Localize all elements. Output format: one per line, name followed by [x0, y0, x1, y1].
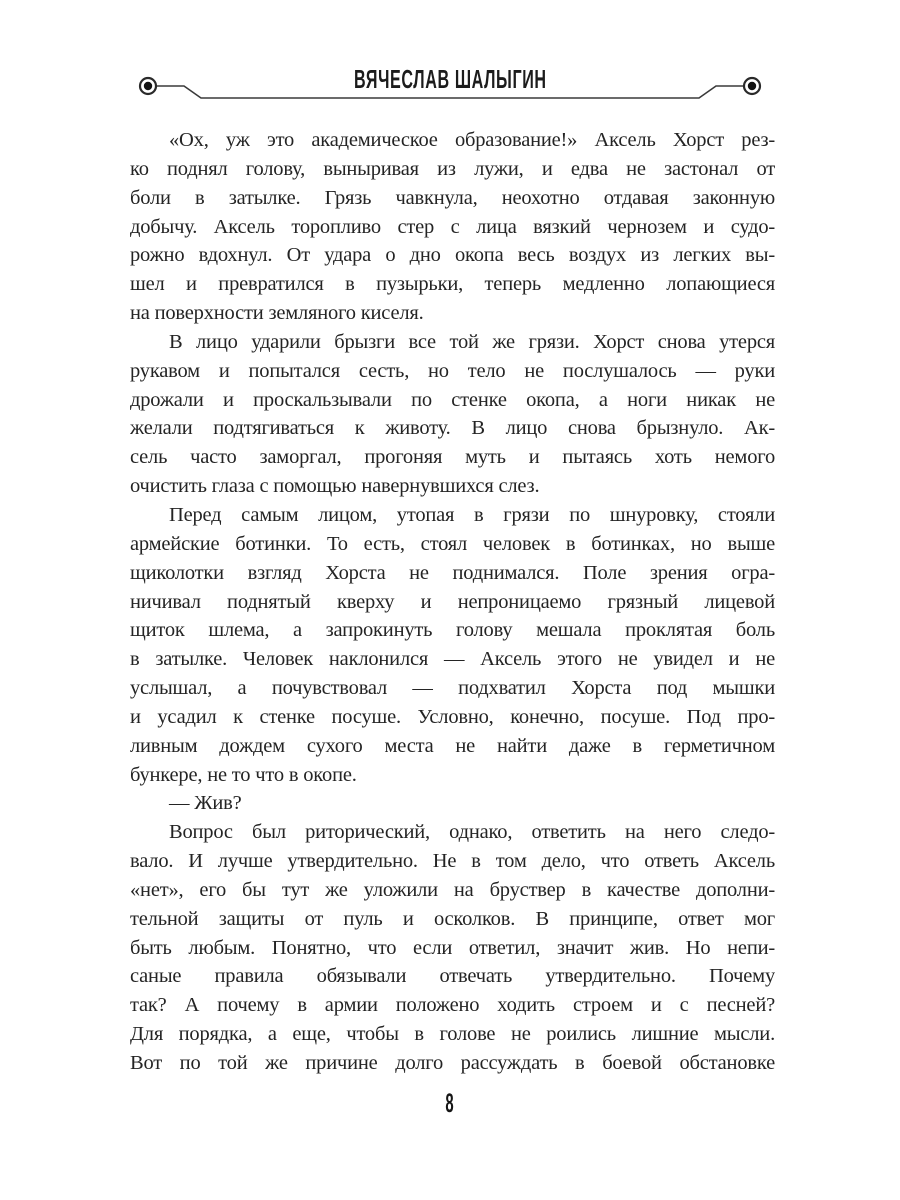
text-line: саные правила обязывали отвечать утвердительно. Почему: [130, 965, 775, 988]
text-line: — Жив?: [169, 792, 242, 815]
paragraph: [130, 818, 775, 1078]
text-line: шел и превратился в пузырьки, теперь медленно лопающиеся: [130, 273, 775, 296]
text-line: быть любым. Понятно, что если ответил, значит жив. Но непи-: [130, 936, 775, 959]
paragraph: [130, 789, 775, 818]
text-line: услышал, а почувствовал — подхватил Хорста под мышки: [130, 677, 775, 700]
text-line: Перед самым лицом, утопая в грязи по шнуровку, стояли: [169, 503, 775, 526]
text-line: на поверхности земляного киселя.: [130, 302, 424, 325]
text-line: рукавом и попытался сесть, но тело не послушалось — руки: [130, 359, 775, 382]
text-line: Для порядка, а еще, чтобы в голове не роились лишние мысли.: [130, 1023, 775, 1046]
text-line: тельной защиты от пуль и осколков. В принципе, ответ мог: [130, 907, 775, 930]
text-line: добычу. Аксель торопливо стер с лица вязкий чернозем и судо-: [130, 215, 775, 238]
text-line: и усадил к стенке посуше. Условно, конечно, посуше. Под про-: [130, 705, 775, 728]
text-line: очистить глаза с помощью навернувшихся слез.: [130, 475, 540, 498]
header-rule: [0, 0, 900, 112]
paragraph: [130, 501, 775, 789]
running-title-text: ВЯЧЕСЛАВ ШАЛЫГИН: [353, 64, 547, 94]
text-line: дрожали и проскальзывали по стенке окопа, а ноги никак не: [130, 388, 775, 411]
text-line: ливным дождем сухого места не найти даже в герметичном: [130, 734, 775, 757]
text-line: ничивал поднятый кверху и непроницаемо грязный лицевой: [130, 590, 775, 613]
text-line: В лицо ударили брызги все той же грязи. Хорст снова утерся: [169, 330, 775, 353]
text-line: щиток шлема, а запрокинуть голову мешала проклятая боль: [130, 619, 775, 642]
text-line: сель часто заморгал, прогоняя муть и пытаясь хоть немого: [130, 446, 775, 469]
text-line: ко поднял голову, выныривая из лужи, и едва не застонал от: [130, 157, 775, 180]
text-line: Вот по той же причине долго рассуждать в боевой обстановке: [130, 1052, 775, 1074]
text-line: Вопрос был риторический, однако, ответить на него следо-: [169, 821, 775, 844]
text-line: вало. И лучше утвердительно. Не в том дело, что ответь Аксель: [130, 850, 775, 873]
page-number: 8: [445, 1088, 455, 1118]
page-header: [0, 0, 900, 112]
page-footer: [0, 1090, 900, 1117]
text-line: армейские ботинки. То есть, стоял человек в ботинках, но выше: [130, 532, 775, 555]
text-line: «Ох, уж это академическое образование!» Аксель Хорст рез-: [169, 129, 775, 151]
text-line: боли в затылке. Грязь чавкнула, неохотно отдавая законную: [130, 186, 775, 209]
body-text: [130, 126, 775, 1078]
paragraph: [130, 126, 775, 328]
text-line: желали подтягиваться к животу. В лицо снова брызнуло. Ак-: [130, 417, 775, 440]
text-line: «нет», его бы тут же уложили на бруствер в качестве дополни-: [130, 878, 775, 901]
text-line: рожно вдохнул. От удара о дно окопа весь воздух из легких вы-: [130, 244, 775, 267]
text-line: в затылке. Человек наклонился — Аксель этого не увидел и не: [130, 648, 775, 671]
text-line: так? А почему в армии положено ходить строем и с песней?: [130, 994, 775, 1017]
text-line: бункере, не то что в окопе.: [130, 763, 357, 786]
running-title: [0, 66, 900, 92]
paragraph: [130, 328, 775, 501]
text-line: щиколотки взгляд Хорста не поднимался. Поле зрения огра-: [130, 561, 775, 584]
